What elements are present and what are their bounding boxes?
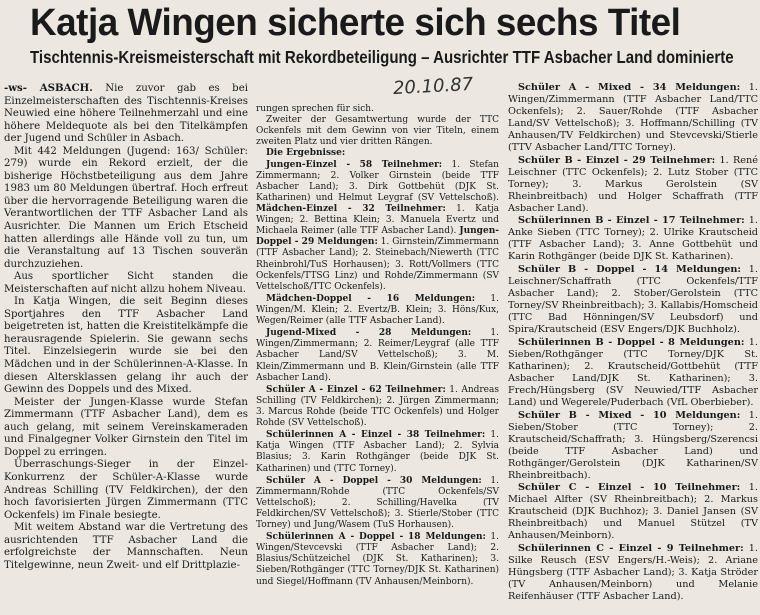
result-entry: Schüler B - Doppel - 14 Meldungen: 1. Leischner/Schaffrath (TTC Ockenfels/TTF Asbacher Land); 2. Stober/Gerolstein (TTC Torney/SV Rheinbreitbach); 3. Kallabis/Homscheid (TTC Bad Hönningen/SV Leubsdorf) und Spira/Krautscheid (ESV Engers/DJK Buchholz). (508, 264, 758, 336)
paragraph: In Katja Wingen, die seit Beginn dieses Sportjahres den TTF Asbacher Land beigetreten ist, hatten die Kreistitelkämpfe die herausragende Spielerin. Sie gewann sechs Titel. Einzelsiegerin wurde sie bei den Mädchen und in der Schülerinnen-A-Klasse. In diesen Altersklassen gelang ihr auch der Gewinn des Doppels und des Mixed. (4, 296, 248, 396)
result-entry: Mädchen-Doppel - 16 Meldungen: 1. Wingen/M. Klein; 2. Evertz/B. Klein; 3. Höns/Kux, Wegen/Reimer (alle TTF Asbacher Land). (256, 293, 500, 327)
paragraph: Mit 442 Meldungen (Jugend: 163/ Schüler: 279) wurde ein Rekord erzielt, der die bisherige Höchstbeteiligung aus dem Jahre 1983 um 80 Meldungen übertraf. Hoch erfreut über die hervorragende Beteiligung waren die Verantwortlichen der TTF Asbacher Land als Ausrichter. Die Mannen um Erich Etscheid hatten allerdings alle Hände voll zu tun, um die Veranstaltung auf 13 Tischen souverän durchzuziehen. (4, 145, 248, 270)
paragraph: rungen sprechen für sich. (256, 104, 374, 114)
result-entry: Jugend-Mixed - 28 Meldungen: 1. Wingen/Zimmermann; 2. Reimer/Leygraf (alle TTF Asbacher Land/SV Vettelschoß); 3. M. Klein/Zimmermann und B. Klein/Girnstein (alle TTF Asbacher Land). (256, 328, 499, 383)
result-entry: Schülerinnen C - Einzel - 9 Teilnehmer: 1. Silke Reusch (ESV Engers/H.-Weis); 2. Ariane Hüngsberg (TTF Asbacher Land); 3. Katja Ströder (TV Anhausen/Meinborn) und Melanie Reifenhäuser (TTF Asbacher Land). (508, 543, 759, 603)
subheadline: Tischtennis-Kreismeisterschaft mit Rekordbeteiligung – Ausrichter TTF Asbacher Land dominierte (30, 47, 734, 67)
paragraph: Meister der Jungen-Klasse wurde Stefan Zimmermann (TTF Asbacher Land), dem es auch gelang, mit seinem Vereinskameraden und Finalgegner Volker Girnstein den Titel im Doppel zu erringen. (4, 396, 248, 458)
result-entry: Schüler B - Mixed - 10 Meldungen: 1. Sieben/Stober (TTC Torney); 2. Krautscheid/Schaffrath; 3. Hüngsberg/Szerencsi (beide TTF Asbacher Land) und Rothgänger/Gerolstein (DJK Katharinen/SV Rheinbreitbach). (508, 409, 758, 481)
dateline: -ws- ASBACH. (4, 82, 93, 94)
article-column-1 (4, 82, 248, 572)
result-entry: Schüler A - Doppel - 30 Meldungen: 1. Zimmermann/Rohde (TTC Ockenfels/SV Vettelschoß); 2. Schilling/Havelka (TV Feldkirchen/SV Vettelschoß); 3. Stierle/Stober (TTC Torney) und Jung/Wasem (TuS Horhausen). (256, 475, 499, 531)
article-column-2 (256, 104, 499, 589)
result-entry: Schüler A - Einzel - 62 Teilnehmer: 1. Andreas Schilling (TV Feldkirchen); 2. Jürgen Zimmermann; 3. Marcus Rohde (beide TTC Ockenfels) und Holger Rohde (SV Vettelschoß). (256, 384, 499, 429)
paragraph: Zweiter der Gesamtwertung wurde der TTC Ockenfels mit dem Gewinn von vier Titeln, einem zweiten Platz und vier dritten Rängen. (256, 115, 499, 148)
result-entry: Schüler A - Mixed - 34 Meldungen: 1. Wingen/Zimmermann (TTF Asbacher Land/TTC Ockenfels); 2. Sauer/Rohde (TTF Asbacher Land/SV Vettelschoß); 3. Hoffmann/Schilling (TV Anhausen/TV Feldkirchen) und Stevcevski/Stierle (TTV Asbacher Land/TTC Torney). (508, 82, 758, 153)
paragraph: -ws- ASBACH. Nie zuvor gab es bei Einzelmeisterschaften des Tischtennis-Kreises Neuwied eine höhere Teilnehmerzahl und eine höhere Meldequote als bei den Titelkämpfen der Jugend und Schüler in Asbach. (4, 82, 248, 145)
paragraph: Mit weitem Abstand war die Vertretung des ausrichtenden TTF Asbacher Land die erfolgreichste der Mannschaften. Neun Titelgewinne, neun Zweit- und elf Drittplazie- (4, 522, 248, 571)
paragraph: Aus sportlicher Sicht standen die Meisterschaften auf nicht allzu hohem Niveau. (4, 271, 248, 295)
result-entry: Schülerinnen A - Doppel - 18 Meldungen: 1. Wingen/Stevcevski (TTF Asbacher Land); 2. Blasius/Schützeichel (DJK St. Katharinen); 3. Sieben/Rothgänger (TTC Torney/DJK St. Katharinen) und Siegel/Hoffmann (TV Anhausen/Meinborn). (256, 532, 499, 587)
headline: Katja Wingen sicherte sich sechs Titel (30, 2, 681, 44)
result-entry: Schüler C - Einzel - 10 Teilnehmer: 1. Michael Alfter (SV Rheinbreitbach); 2. Markus Krautscheid (DJK Buchhoz); 3. Daniel Jansen (SV Rheinbreitbach) und Manuel Stützel (TV Anhausen/Meinborn). (508, 482, 758, 542)
results-heading: Die Ergebnisse: (266, 148, 346, 159)
result-entry: Schülerinnen A - Einzel - 38 Teilnehmer: 1. Katja Wingen (TTF Asbacher Land); 2. Sylvia Blasius; 3. Karin Rothgänger (beide DJK St. Katharinen) und (TTC Torney). (256, 430, 499, 474)
handwritten-date: 20.10.87 (392, 73, 474, 100)
paragraph: Überraschungs-Sieger in der Einzel-Konkurrenz der Schüler-A-Klasse wurde Andreas Schilling (TV Feldkirchen), der den hoch favorisierten Jürgen Zimmermann (TTC Ockenfels) im Finale besiegte. (4, 459, 248, 521)
article-column-3 (508, 82, 758, 604)
result-entry: Jungen-Einzel - 58 Teilnehmer: 1. Stefan Zimmermann; 2. Volker Girnstein (beide TTF Asbacher Land); 3. Dirk Gottbehüt (DJK St. Katharinen) und Helmut Leygraf (SV Vettelschoß). Mädchen-Einzel - 32 Teilnehmer: 1. Katja Wingen; 2. Bettina Klein; 3. Manuela Evertz und Michaela Reimer (alle TTF Asbacher Land). Jungen-Doppel - 29 Meldungen: 1. Girnstein/Zimmermann (TTF Asbacher Land); 2. Steinebach/Niewerth (TTC Rheinbrohl/TuS Horhausen); 3. Rott/Vollmers (TTC Ockenfels/TTSG Linz) und Rohde/Zimmermann (SV Vettelschoß/TTC Ockenfels). (256, 159, 499, 292)
result-entry: Schüler B - Einzel - 29 Teilnehmer: 1. René Leischner (TTC Ockenfels); 2. Lutz Stober (TTC Torney); 3. Markus Gerolstein (SV Rheinbreitbach) und Holger Schaffrath (TTF Asbacher Land). (508, 154, 758, 214)
result-entry: Schülerinnen B - Doppel - 8 Meldungen: 1. Sieben/Rothgänger (TTC Torney/DJK St. Katharinen); 2. Krautscheid/Gottbehüt (TTF Asbacher Land/DJK St. Katharinen); 3. Frech/Hüngsberg (SV Neuwied/TTF Asbacher Land) und Wegerele/Puderbach (VfL Oberbieber). (508, 337, 758, 408)
result-entry: Schülerinnen B - Einzel - 17 Teilnehmer: 1. Anke Sieben (TTC Torney); 2. Ulrike Krautscheid (TTF Asbacher Land); 3. Anne Gottbehüt und Karin Rothgänger (beide DJK St. Katharinen). (508, 215, 759, 263)
